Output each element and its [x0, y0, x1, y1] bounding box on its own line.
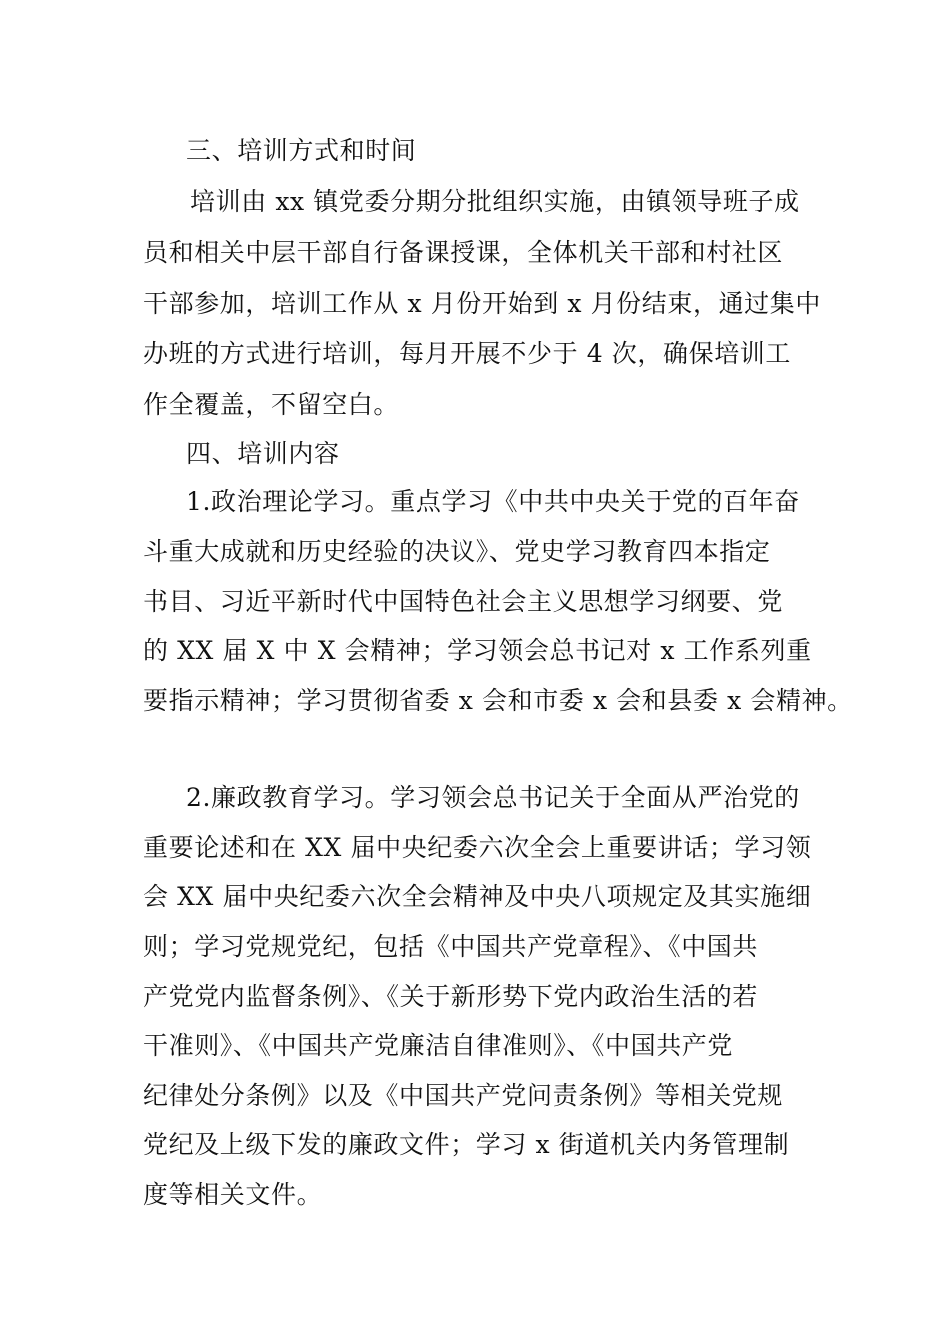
item-1-line-1: 1.政治理论学习。重点学习《中共中央关于党的百年奋	[186, 487, 800, 516]
section-3-line-2: 员和相关中层干部自行备课授课，全体机关干部和村社区	[143, 238, 784, 267]
item-2-line-9: 度等相关文件。	[143, 1180, 323, 1209]
section-3-line-3: 干部参加，培训工作从 x 月份开始到 x 月份结束，通过集中	[143, 289, 821, 318]
item-2-line-2: 重要论述和在 XX 届中央纪委六次全会上重要讲话；学习领	[143, 833, 812, 862]
item-1-line-5: 要指示精神；学习贯彻省委 x 会和市委 x 会和县委 x 会精神。	[143, 686, 853, 715]
item-2-line-4: 则；学习党规党纪，包括《中国共产党章程》、《中国共	[143, 932, 759, 961]
item-2-line-8: 党纪及上级下发的廉政文件；学习 x 街道机关内务管理制	[143, 1130, 790, 1159]
section-3-line-5: 作全覆盖，不留空白。	[143, 390, 400, 419]
item-1-line-4: 的 XX 届 X 中 X 会精神；学习领会总书记对 x 工作系列重	[143, 636, 812, 665]
item-2-line-3: 会 XX 届中央纪委六次全会精神及中央八项规定及其实施细	[143, 882, 812, 911]
item-2-line-7: 纪律处分条例》以及《中国共产党问责条例》等相关党规	[143, 1081, 784, 1110]
item-1-line-3: 书目、习近平新时代中国特色社会主义思想学习纲要、党	[143, 587, 784, 616]
section-3-heading: 三、培训方式和时间	[186, 136, 417, 165]
item-1-line-2: 斗重大成就和历史经验的决议》、党史学习教育四本指定	[143, 537, 771, 566]
item-2-line-6: 干准则》、《中国共产党廉洁自律准则》、《中国共产党	[143, 1031, 734, 1060]
item-2-line-5: 产党党内监督条例》、《关于新形势下党内政治生活的若	[143, 982, 759, 1011]
item-2-line-1: 2.廉政教育学习。学习领会总书记关于全面从严治党的	[186, 783, 800, 812]
section-4-heading: 四、培训内容	[186, 439, 340, 468]
section-3-line-1: 培训由 xx 镇党委分期分批组织实施，由镇领导班子成	[190, 187, 800, 216]
section-3-line-4: 办班的方式进行培训，每月开展不少于 4 次，确保培训工	[143, 339, 792, 368]
